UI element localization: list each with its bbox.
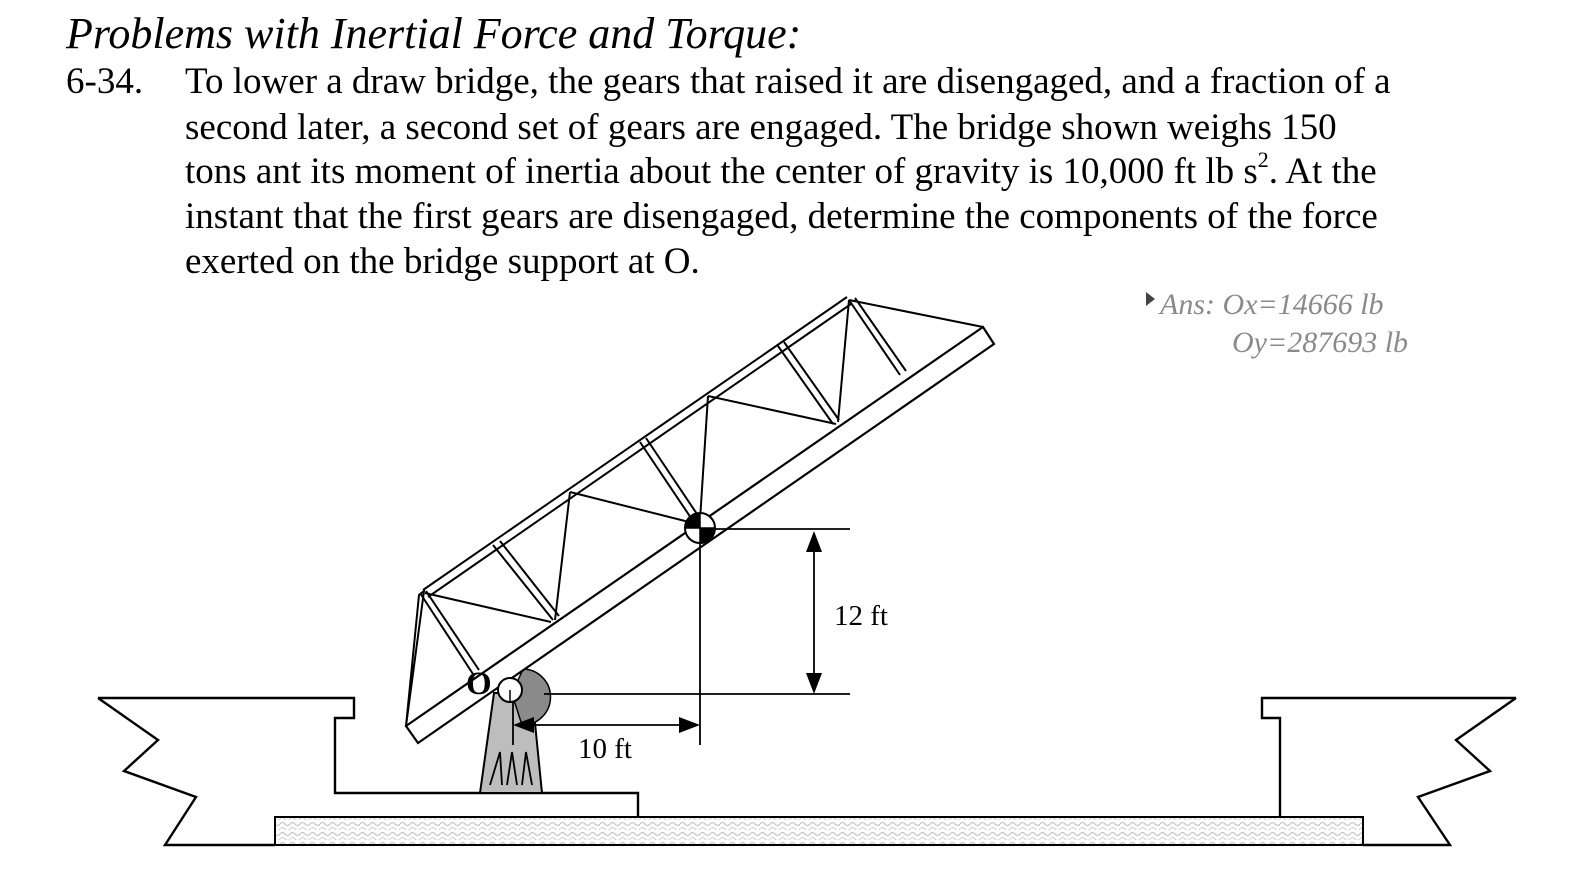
page-title: Problems with Inertial Force and Torque: — [66, 9, 802, 58]
bridge-truss — [406, 297, 983, 726]
problem-text-line-5: exerted on the bridge support at O. — [185, 241, 700, 282]
dimension-label-12ft: 12 ft — [834, 600, 888, 632]
left-break-line — [98, 698, 275, 845]
answer-ox: Ans: Ox=14666 lb — [1160, 288, 1384, 321]
right-abutment — [1262, 698, 1516, 817]
right-break-line — [1363, 698, 1516, 845]
pivot-label-o: O — [466, 666, 492, 702]
problem-number: 6-34. — [66, 61, 144, 102]
arrowhead-12ft-top — [806, 531, 822, 552]
center-of-gravity-icon — [685, 513, 715, 543]
dimension-label-10ft: 10 ft — [578, 733, 632, 765]
foundation-slab — [275, 817, 1363, 845]
answer-oy: Oy=287693 lb — [1232, 326, 1409, 359]
problem-text-line-4: instant that the first gears are disengaged, determine the components of the force — [185, 196, 1378, 237]
problem-text-line-1: To lower a draw bridge, the gears that raised it are disengaged, and a fraction of a — [185, 61, 1391, 102]
problem-text-line-3a: tons ant its moment of inertia about the center of gravity is 10,000 ft lb s — [185, 151, 1258, 192]
problem-text-line-2: second later, a second set of gears are engaged. The bridge shown weighs 150 — [185, 107, 1337, 148]
arrowhead-10ft-right — [679, 717, 700, 733]
arrowhead-12ft-bottom — [806, 673, 822, 694]
exponent-superscript: 2 — [1257, 147, 1269, 172]
left-abutment — [98, 698, 638, 817]
answer-marker-icon — [1146, 292, 1155, 306]
problem-text-line-3b: . At the — [1268, 151, 1377, 192]
